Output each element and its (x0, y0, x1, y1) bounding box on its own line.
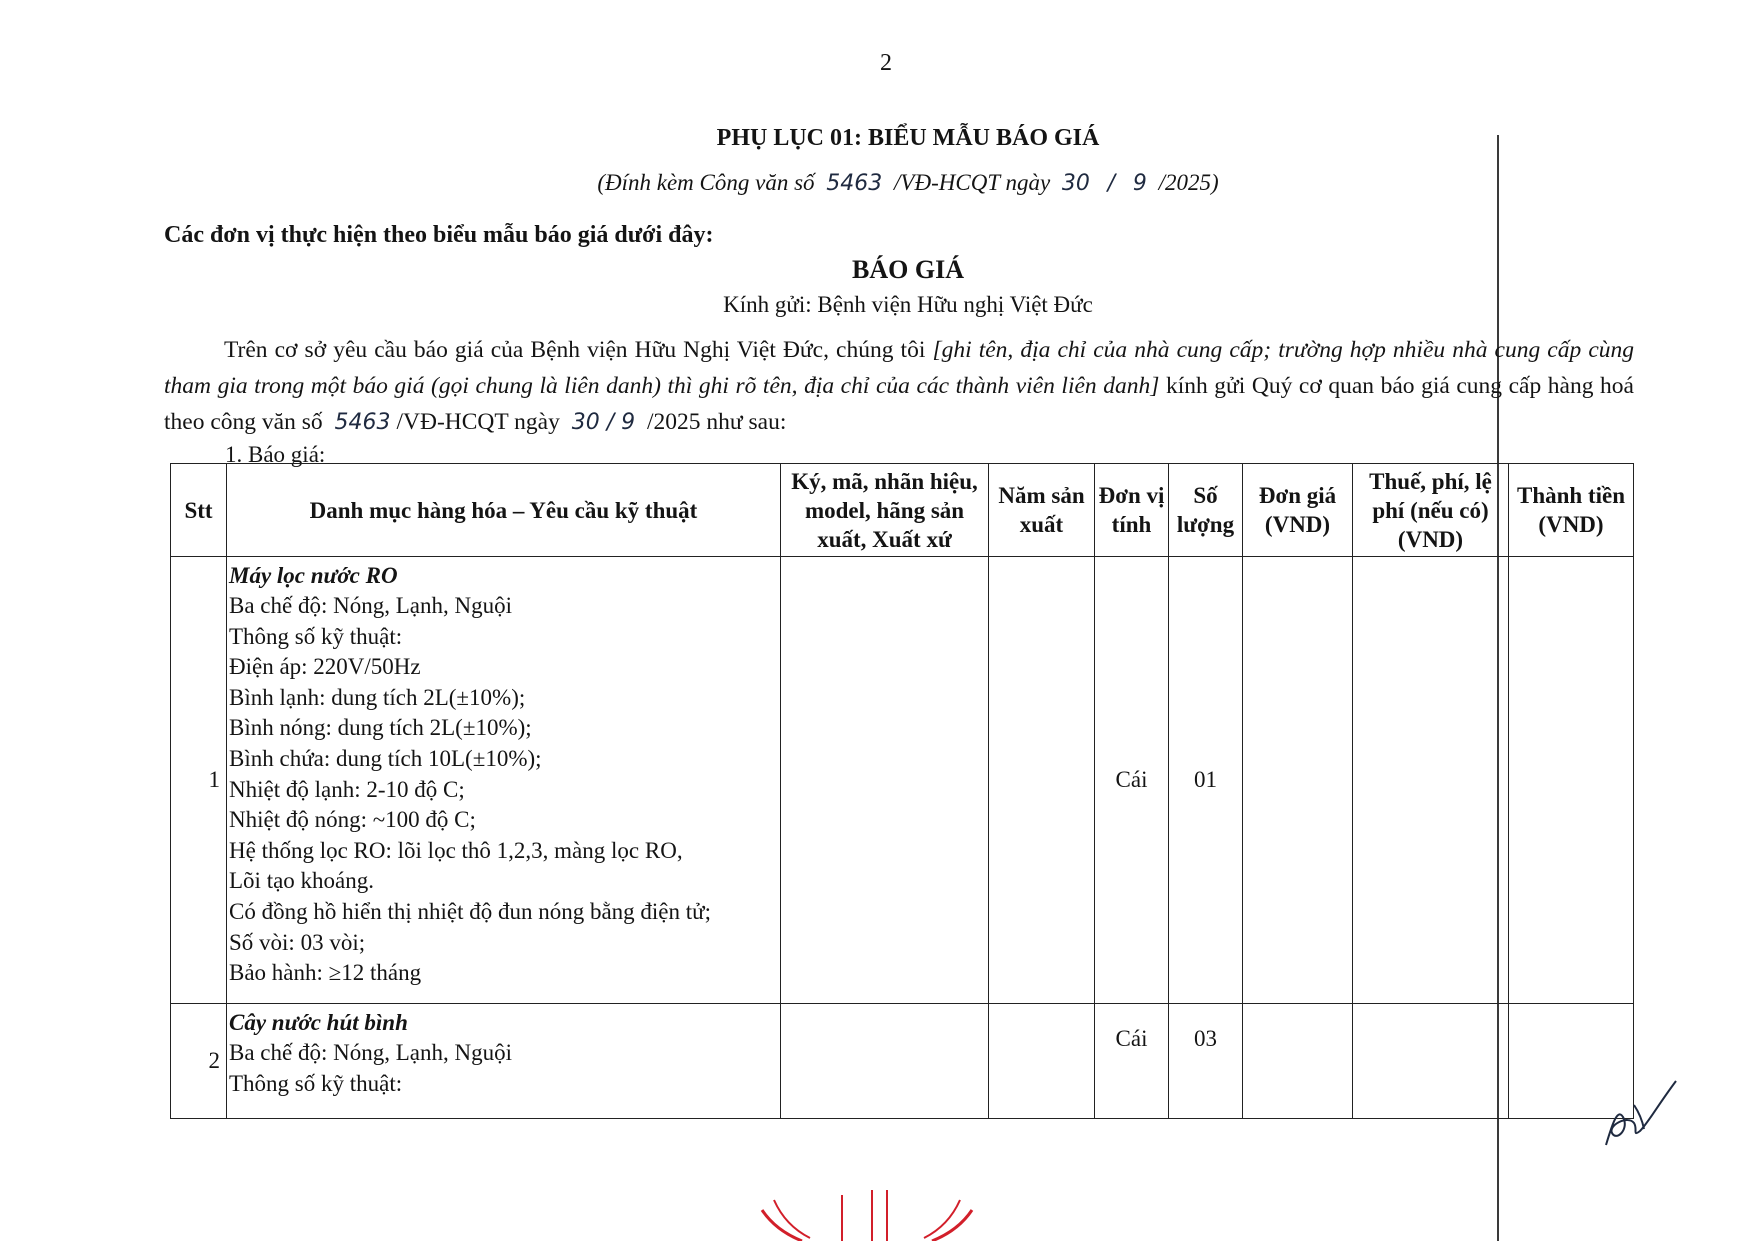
spec-line: Bình chứa: dung tích 10L(±10%); (229, 745, 542, 771)
paragraph-part2: kính gửi Quý cơ quan báo giá cung cấp hàng hoá theo công văn số (164, 373, 1634, 435)
row-brand (781, 1004, 989, 1119)
handwritten-day: 30 (1061, 171, 1090, 196)
row-price (1243, 557, 1353, 1004)
spec-line: Thông số kỹ thuật: (229, 1070, 403, 1096)
row-brand (781, 557, 989, 1004)
row-price (1243, 1004, 1353, 1119)
attachment-year: /2025) (1158, 170, 1219, 195)
handwritten-date-2: 30 / 9 (571, 410, 636, 435)
row-description (227, 557, 781, 1004)
row-unit: Cái (1095, 557, 1169, 1004)
date-separator: / (1107, 171, 1116, 196)
row-tax (1353, 1004, 1509, 1119)
row-year (989, 1004, 1095, 1119)
recipient-line: Kính gửi: Bệnh viện Hữu nghị Việt Đức (723, 292, 1093, 317)
paragraph-italic-note: [ghi tên, địa chỉ của nhà cung cấp; trường hợp nhiều nhà cung cấp cùng tham gia trong một báo giá (gọi chung là liên danh) thì ghi rõ tên, địa chỉ của các thành viên liên danh] (164, 337, 1634, 399)
handwritten-doc-number-2: 5463 (334, 410, 391, 435)
header-price: Đơn giá (VND) (1243, 464, 1353, 557)
quote-title: BÁO GIÁ (852, 255, 964, 284)
header-brand: Ký, mã, nhãn hiệu, model, hãng sản xuất, Xuất xứ (781, 464, 989, 557)
stamp-icon (752, 1180, 982, 1241)
header-tax: Thuế, phí, lệ phí (nếu có) (VND) (1353, 464, 1509, 557)
header-total: Thành tiền (VND) (1509, 464, 1634, 557)
row-stt: 2 (171, 1004, 227, 1119)
page-number: 2 (880, 50, 892, 76)
intro-paragraph (164, 332, 1634, 441)
table-header-row (171, 464, 1634, 557)
spec-line: Thông số kỹ thuật: (229, 623, 403, 649)
row-stt: 1 (171, 557, 227, 1004)
row-tax (1353, 557, 1509, 1004)
row-qty: 03 (1169, 1004, 1243, 1119)
spec-line: Hệ thống lọc RO: lõi lọc thô 1,2,3, màng lọc RO, (229, 837, 683, 863)
item-name: Cây nước hút bình (229, 1010, 408, 1035)
spec-line: Điện áp: 220V/50Hz (229, 654, 421, 680)
spec-line: Ba chế độ: Nóng, Lạnh, Nguội (229, 1040, 512, 1065)
header-qty: Số lượng (1169, 464, 1243, 557)
handwritten-doc-number: 5463 (826, 171, 883, 196)
paragraph-part3: /VĐ-HCQT ngày (396, 409, 566, 435)
spec-line: Có đồng hồ hiển thị nhiệt độ đun nóng bằng điện tử; (229, 898, 712, 924)
spec-line: Lõi tạo khoáng. (229, 868, 374, 894)
attachment-prefix: (Đính kèm Công văn số (597, 170, 815, 195)
table-row (171, 1004, 1634, 1119)
item-name: Máy lọc nước RO (229, 563, 398, 588)
section-label: 1. Báo giá: (225, 442, 326, 467)
spec-line: Nhiệt độ nóng: ~100 độ C; (229, 807, 476, 833)
header-year: Năm sản xuất (989, 464, 1095, 557)
page-title: PHỤ LỤC 01: BIỂU MẪU BÁO GIÁ (716, 125, 1100, 151)
row-qty: 01 (1169, 557, 1243, 1004)
instruction-text: Các đơn vị thực hiện theo biểu mẫu báo giá dưới đây: (164, 222, 714, 248)
spec-line: Bình nóng: dung tích 2L(±10%); (229, 715, 532, 741)
table-row (171, 557, 1634, 1004)
row-year (989, 557, 1095, 1004)
signature-icon (1598, 1075, 1678, 1150)
row-description (227, 1004, 781, 1119)
spec-line: Nhiệt độ lạnh: 2-10 độ C; (229, 776, 465, 802)
spec-line: Bảo hành: ≥12 tháng (229, 960, 422, 986)
header-unit: Đơn vị tính (1095, 464, 1169, 557)
row-total (1509, 557, 1634, 1004)
spec-line: Số vòi: 03 vòi; (229, 929, 366, 955)
header-item: Danh mục hàng hóa – Yêu cầu kỹ thuật (227, 464, 781, 557)
paragraph-part4: /2025 như sau: (641, 409, 787, 435)
spec-line: Bình lạnh: dung tích 2L(±10%); (229, 684, 526, 710)
header-stt: Stt (171, 464, 227, 557)
row-unit: Cái (1095, 1004, 1169, 1119)
quote-table (170, 463, 1634, 1119)
handwritten-month: 9 (1132, 171, 1147, 196)
spec-line: Ba chế độ: Nóng, Lạnh, Nguội (229, 593, 512, 618)
attachment-line (36, 170, 1744, 196)
attachment-middle: /VĐ-HCQT ngày (894, 170, 1051, 195)
paragraph-part1: Trên cơ sở yêu cầu báo giá của Bệnh viện Hữu Nghị Việt Đức, chúng tôi (224, 337, 933, 363)
